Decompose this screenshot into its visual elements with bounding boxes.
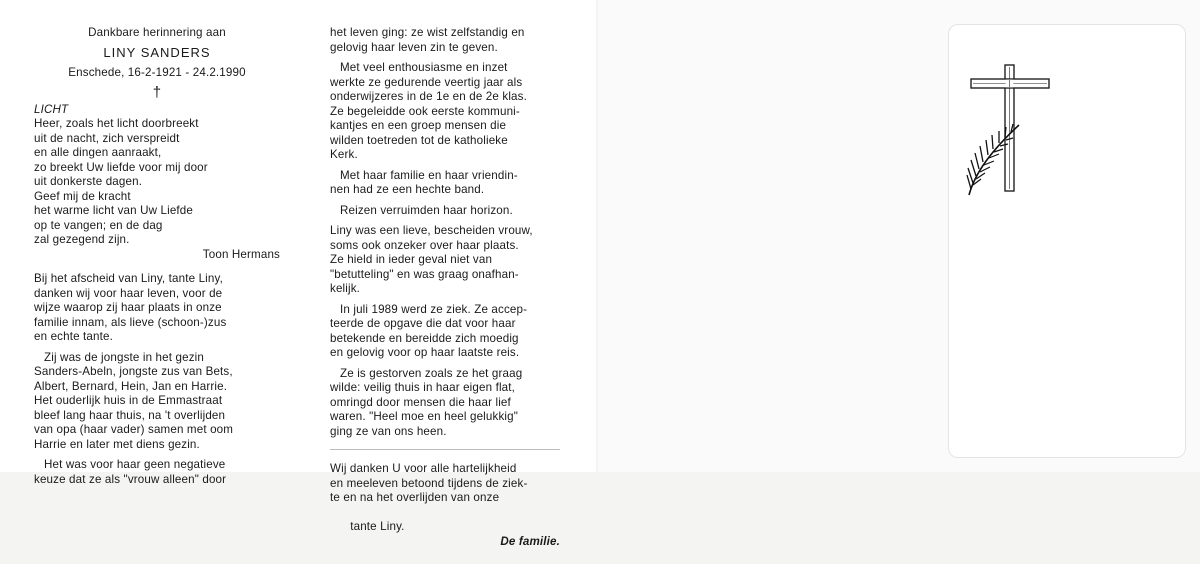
text-line: Geef mij de kracht <box>34 189 131 203</box>
right-column <box>330 26 568 564</box>
text-line: Het was voor haar geen negatieve <box>44 458 226 471</box>
text-line: uit de nacht, zich verspreidt <box>34 131 180 145</box>
text-line: In juli 1989 werd ze ziek. Ze accep- <box>340 302 528 316</box>
divider <box>330 449 560 450</box>
text-line: Albert, Bernard, Hein, Jan en Harrie. <box>34 379 228 393</box>
paragraph <box>330 367 568 440</box>
paragraph <box>330 169 568 198</box>
text-line: betekende en bereidde zich moedig <box>330 331 519 345</box>
cross-with-palm-branch-icon <box>961 63 1071 203</box>
poem-body <box>34 117 280 248</box>
text-line: Kerk. <box>330 148 358 161</box>
text-line: zo breekt Uw liefde voor mij door <box>34 160 208 174</box>
text-line: soms ook onzeker over haar plaats. <box>330 238 519 252</box>
deceased-name: LINY SANDERS <box>103 44 211 60</box>
text-line: het leven ging: ze wist zelfstandig en <box>330 26 525 39</box>
paragraph <box>330 26 568 55</box>
text-line: Harrie en later met diens gezin. <box>34 437 200 451</box>
text-line: kantjes en een groep mensen die <box>330 119 507 132</box>
paragraph <box>330 303 568 361</box>
text-line: Het ouderlijk huis in de Emmastraat <box>34 394 223 407</box>
thanks-last-line <box>330 506 568 564</box>
text-line: Sanders-Abeln, jongste zus van Bets, <box>34 365 233 378</box>
text-line: familie innam, als lieve (schoon-)zus <box>34 315 227 329</box>
text-line: Wij danken U voor alle hartelijkheid <box>330 462 517 475</box>
text-line: van opa (haar vader) samen met oom <box>34 423 234 436</box>
text-line: Reizen verruimden haar horizon. <box>340 203 513 217</box>
text-line: en echte tante. <box>34 330 113 343</box>
paragraph <box>34 272 280 345</box>
text-line: en meeleven betoond tijdens de ziek- <box>330 476 528 490</box>
text-line: te en na het overlijden van onze <box>330 491 500 504</box>
birth-death-dates: Enschede, 16-2-1921 - 24.2.1990 <box>68 66 246 79</box>
text-line: Bij het afscheid van Liny, tante Liny, <box>34 272 223 285</box>
paragraph <box>330 61 568 163</box>
text-line: Heer, zoals het licht doorbreekt <box>34 117 199 130</box>
text-line: waren. "Heel moe en heel gelukkig" <box>330 410 518 423</box>
text-line: danken wij voor haar leven, voor de <box>34 286 223 300</box>
biography-part-1 <box>34 272 280 487</box>
text-line: onderwijzeres in de 1e en de 2e klas. <box>330 90 527 103</box>
text-line: "betutteling" en was graag onafhan- <box>330 267 519 281</box>
text-line: keuze dat ze als "vrouw alleen" door <box>34 472 227 486</box>
text-line: het warme licht van Uw Liefde <box>34 204 194 217</box>
paragraph <box>330 224 568 297</box>
biography-part-2 <box>330 26 568 439</box>
memorial-card-inside <box>0 0 596 548</box>
thanks-text <box>330 462 568 506</box>
text-line: ging ze van ons heen. <box>330 424 447 438</box>
text-line: wilden toetreden tot de katholieke <box>330 133 508 147</box>
poem-title: LICHT <box>34 102 69 116</box>
text-line: omringd door mensen die haar lief <box>330 395 511 409</box>
paragraph <box>34 458 280 487</box>
text-line: nen had ze een hechte band. <box>330 183 485 196</box>
text-line: bleef lang haar thuis, na 't overlijden <box>34 408 226 422</box>
text-line: en gelovig voor op haar laatste reis. <box>330 346 520 359</box>
text-line: Met haar familie en haar vriendin- <box>340 168 518 182</box>
text-line: uit donkerste dagen. <box>34 175 143 188</box>
text-line: en alle dingen aanraakt, <box>34 146 162 159</box>
text-line: wilde: veilig thuis in haar eigen flat, <box>330 381 516 394</box>
text-line: Liny was een lieve, bescheiden vrouw, <box>330 224 533 237</box>
text-line: zal gezegend zijn. <box>34 233 130 246</box>
left-column <box>34 26 280 487</box>
text-line: Zij was de jongste in het gezin <box>44 350 204 364</box>
cross-symbol-icon: † <box>152 83 162 101</box>
text-line: werkte ze gedurende veertig jaar als <box>330 75 523 89</box>
intro-text: Dankbare herinnering aan <box>88 26 226 39</box>
text-line: Ze hield in ieder geval niet van <box>330 253 493 266</box>
text-line: gelovig haar leven zin te geven. <box>330 40 498 54</box>
text-line: teerde de opgave die dat voor haar <box>330 317 516 330</box>
signature: De familie. <box>500 534 560 548</box>
text-line: Ze is gestorven zoals ze het graag <box>340 366 523 380</box>
text-line: Ze begeleidde ook eerste kommuni- <box>330 104 520 118</box>
text-line: Met veel enthousiasme en inzet <box>340 61 508 74</box>
card-front <box>948 24 1186 458</box>
paragraph <box>330 204 568 219</box>
text-line: op te vangen; en de dag <box>34 218 163 232</box>
thanks-closing: tante Liny. <box>350 520 405 533</box>
text-line: kelijk. <box>330 282 361 295</box>
text-line: wijze waarop zij haar plaats in onze <box>34 301 222 314</box>
poem-author: Toon Hermans <box>202 247 280 261</box>
paragraph <box>34 351 280 453</box>
